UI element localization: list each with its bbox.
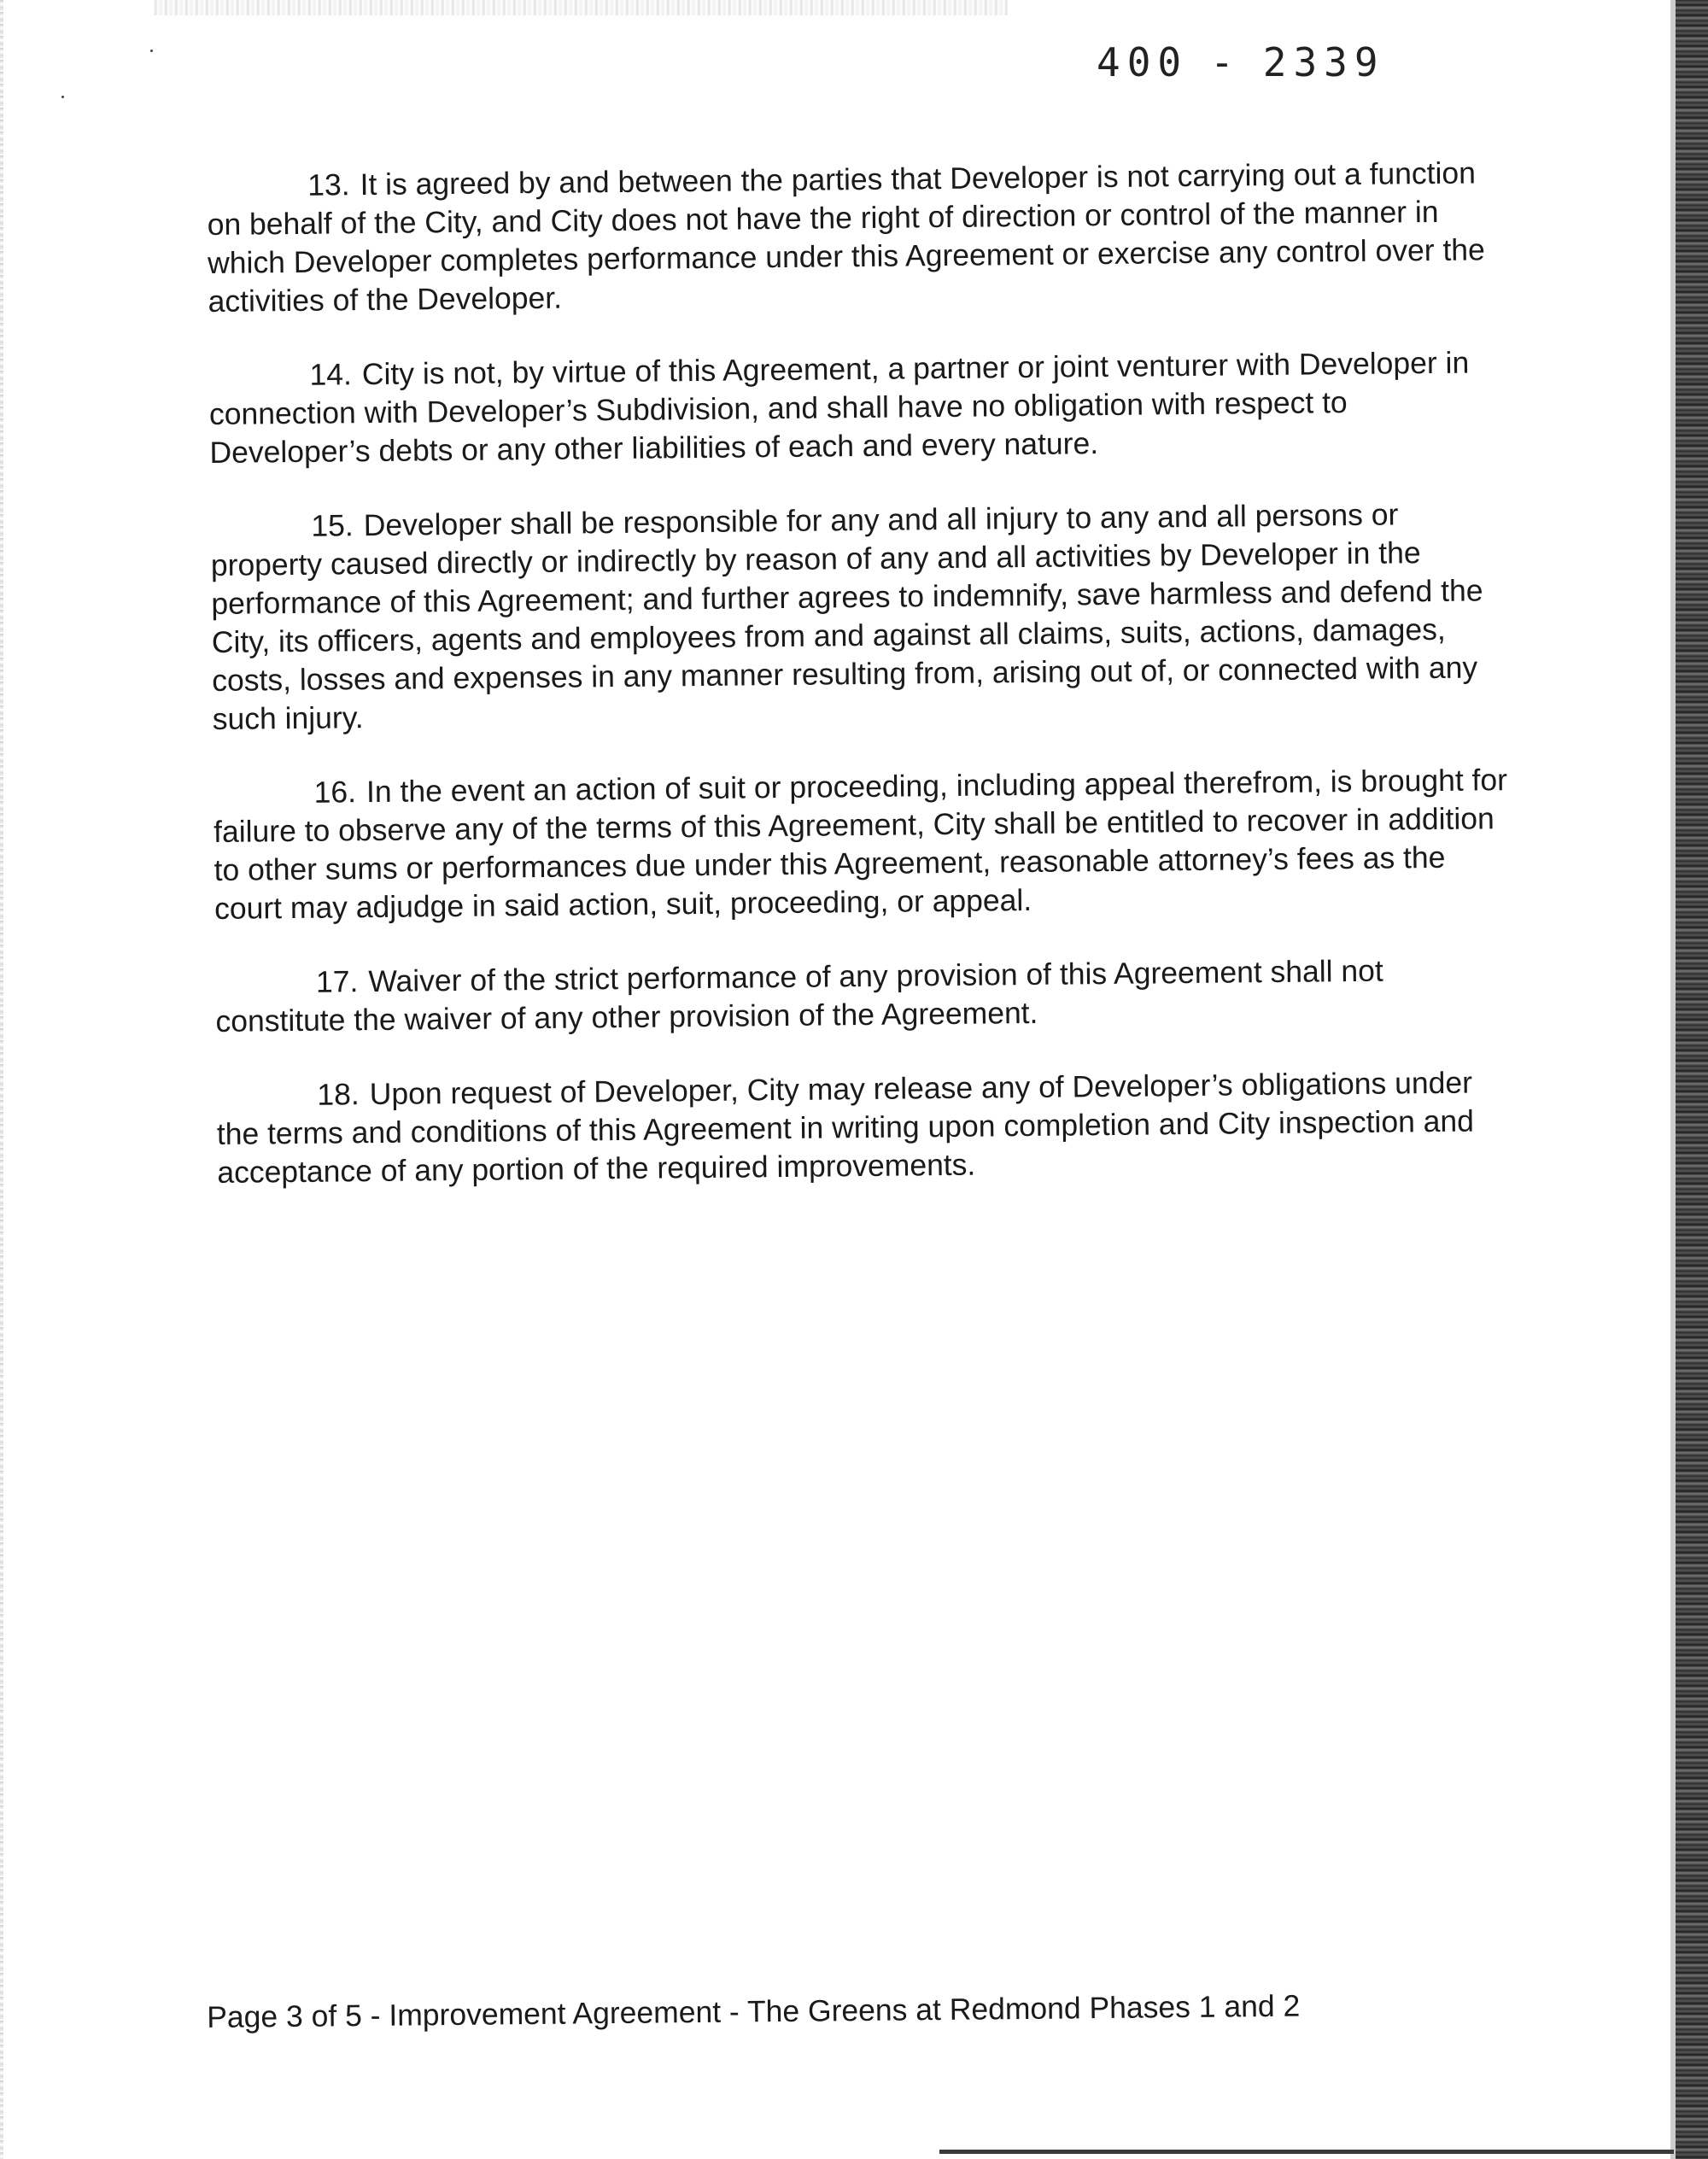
clause-text: It is agreed by and between the parties that Developer is not carrying out a function on behalf of the City, and City does not have the right of direction or control of the manner in which Developer completes performance under this Agreement or exercise any control over the activities of the Developer. <box>207 155 1486 319</box>
clause-18 <box>216 1063 1515 1192</box>
clause-text: City is not, by virtue of this Agreement, a partner or joint venturer with Developer in connection with Developer’s Subdivision, and shall have no obligation with respect to Developer’s debts or any other liabilities of each and every nature. <box>208 345 1470 470</box>
clause-number: 14. <box>309 357 353 392</box>
clause-number: 13. <box>307 167 350 202</box>
clause-16 <box>213 761 1512 928</box>
clause-number: 15. <box>311 508 354 543</box>
document-number-separator: - <box>1210 39 1241 85</box>
clause-text: Waiver of the strict performance of any provision of this Agreement shall not constitute the waiver of any other provision of the Agreement. <box>215 953 1383 1039</box>
document-number-right: 2339 <box>1262 39 1385 85</box>
scan-speck <box>61 96 64 98</box>
document-number-left: 400 <box>1097 39 1189 85</box>
scan-bottom-rule <box>939 2150 1674 2154</box>
document-number <box>1097 39 1385 85</box>
scan-top-noise <box>154 0 1008 15</box>
clause-15 <box>210 494 1511 739</box>
clause-17 <box>215 951 1514 1041</box>
clause-number: 18. <box>317 1077 360 1112</box>
scan-edge-left <box>0 0 3 2159</box>
clause-number: 16. <box>313 775 357 810</box>
page-footer: Page 3 of 5 - Improvement Agreement - The Greens at Redmond Phases 1 and 2 <box>207 1988 1301 2034</box>
scan-speck <box>150 50 153 52</box>
scan-edge-right <box>1676 0 1708 2159</box>
clause-text: In the event an action of suit or proceeding, including appeal therefrom, is brought for failure to observe any of the terms of this Agreement, City shall be entitled to recover in addition to other sums or performances due under this Agreement, reasonable attorney’s fees as the court may adjudge in said action, suit, proceeding, or appeal. <box>213 763 1508 926</box>
clause-text: Developer shall be responsible for any and all injury to any and all persons or property caused directly or indirectly by reason of any and all activities by Developer in the performance of this Agreement; and further agrees to indemnify, save harmless and defend the City, its officers, agents and employees from and against all claims, suits, actions, damages, costs, losses and expenses in any manner resulting from, arising out of, or connected with any such injury. <box>210 497 1483 736</box>
clause-number: 17. <box>315 964 359 999</box>
clause-text: Upon request of Developer, City may release any of Developer’s obligations under the terms and conditions of this Agreement in writing upon completion and City inspection and acceptance of any portion of the required improvements. <box>216 1065 1475 1190</box>
clause-14 <box>208 343 1507 472</box>
agreement-body <box>207 154 1516 1228</box>
clause-13 <box>207 154 1506 321</box>
